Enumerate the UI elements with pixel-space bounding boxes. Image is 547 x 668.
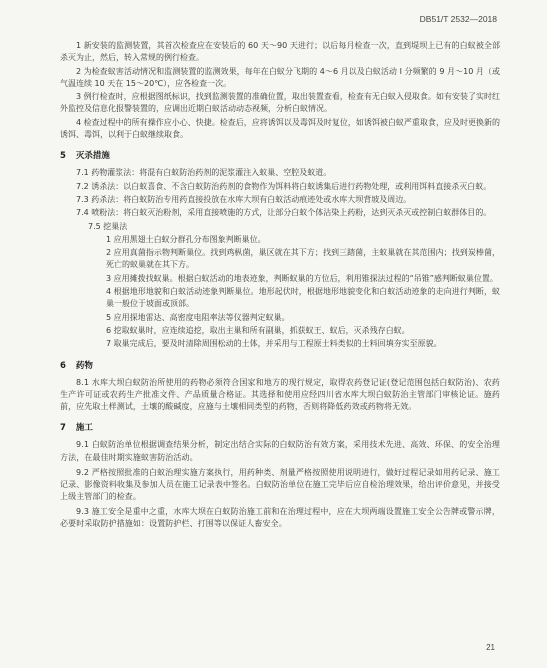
list-item: 4 检查过程中的所有操作应小心、快捷。检查后，应将诱饵以及毒饵及时复位，如诱饵被白蚁严重取食，应及时更换新的诱饵、毒饵，以利于白蚁继续取食。 xyxy=(60,117,500,140)
paragraph: 8.1 水库大坝白蚁防治所使用的药物必须符合国家和地方的现行规定，取得农药登记证(登记范围包括白蚁防治)、农药生产许可证或农药生产批准文件、产品质量合格证。其选择和使用应经四川省水库大坝白蚁防治主管部门审核论证。施药前，应先取土样测试，土壤的酸碱度，应施与土壤相同类型的药物，否则将降低药效或药物将无效。 xyxy=(60,377,500,412)
sub-item: 6 挖取蚁巢时，应连续追挖，取出主巢和所有副巢，抓获蚁王、蚁后，灭杀残存白蚁。 xyxy=(106,325,410,335)
paragraph: 9.1 白蚁防治单位根据调查结果分析，制定出结合实际的白蚁防治有效方案，采用技术先进、高效、环保、的安全治理方法，在最佳时期实施蚁害防治活动。 xyxy=(60,440,500,462)
list-item: 3 例行检查时，应根据图纸标识，找到监测装置的准确位置，取出装置查看，检查有无白蚁入侵取食。如有安装了实时红外监控及信息化报警装置的，应调出近期白蚁活动动态视频，分析白蚁情况。 xyxy=(60,92,500,114)
clause-item: 7.3 药杀法：将白蚁防治专用药直接投放在水库大坝有白蚁活动痕迹处或水库大坝背坡及周边。 xyxy=(76,194,412,204)
section-title: 灭杀措施 xyxy=(75,151,110,162)
paragraph: 9.2 严格按照批准的白蚁治理实施方案执行，用药种类、剂量严格按照使用说明进行，做好过程记录如用药记录、施工记录、影像资料收集及参加人员在施工记录表中签名。白蚁防治单位在施工完毕后应自检治理效果，给出评价意见，并接受上级主管部门的检查。 xyxy=(60,467,500,502)
clause-subheading: 7.5 挖巢法 xyxy=(88,221,128,231)
section-title: 药物 xyxy=(75,360,93,371)
section-number: 6 xyxy=(60,360,66,371)
sub-item: 7 取巢完成后，要及时清除周围松动的土体，并采用与工程原土料类似的土料回填夯实至原貌。 xyxy=(106,339,442,349)
document-body xyxy=(60,40,500,533)
sub-item: 5 应用探地雷达、高密度电阻率法等仪器判定蚁巢。 xyxy=(106,312,290,322)
section-heading-5 xyxy=(60,149,500,161)
list-item: 2 为检查蚁害活动情况和监测装置的监测效果，每年在白蚁分飞期的 4～6 月以及白蚁活动 I 分频繁的 9 月～10 月（或气温连续 10 天在 15～20℃），应各检查一次。 xyxy=(60,66,500,88)
sub-item: 3 应用摊拨找蚁巢。根据白蚁活动的地表迹象，判断蚁巢的方位后，利用锥探法过程的“吊锥”感判断蚁巢位置。 xyxy=(106,273,498,283)
standard-code: DB51/T 2532—2018 xyxy=(419,14,497,24)
section-heading-6 xyxy=(60,359,500,371)
clause-item: 7.4 喷粉法：将白蚁灭治粉剂，采用直接喷施的方式，让部分白蚁个体沾染上药粉，达到灭杀灭或控制白蚁群体目的。 xyxy=(76,208,492,218)
sub-item: 4 根据地形地貌和白蚁活动迹象判断巢位。地形起伏时，根据地形地貌变化和白蚁活动迹象的走向进行判断，蚁巢一般位于坡面或顶部。 xyxy=(106,287,500,309)
section-heading-7 xyxy=(60,421,500,433)
sub-item: 2 应用真菌指示物判断巢位。找到鸡枞菌，巢区就在其下方；找到三踏菌，主蚁巢就在其范围内；找到炭棒菌，死亡的蚁巢就在其下方。 xyxy=(106,248,500,270)
section-title: 施工 xyxy=(75,423,93,434)
sub-item: 1 应用黑翅土白蚁分群孔分布图象判断巢位。 xyxy=(106,234,266,244)
section-number: 5 xyxy=(60,151,66,162)
clause-item: 7.2 诱杀法：以白蚁喜食、不含白蚁防治药剂的食物作为饵料将白蚁诱集后进行药物处理，或利用饵料直接杀灭白蚁。 xyxy=(76,181,492,191)
paragraph: 9.3 施工安全是重中之重，水库大坝在白蚁防治施工前和在治理过程中，应在大坝两端设置施工安全公告牌或警示牌，必要时采取防护措施如：设置防护栏、打围等以保证人畜安全。 xyxy=(60,506,500,529)
clause-item: 7.1 药物灌浆法：将混有白蚁防治药剂的泥浆灌注入蚁巢、空腔及蚁道。 xyxy=(76,168,332,178)
section-number: 7 xyxy=(60,423,66,434)
list-item: 1 新安装的监测装置，其首次检查应在安装后的 60 天～90 天进行；以后每月检查一次，直到堤坝上已有的白蚁被全部杀灭为止，然后，转入常规的例行检查。 xyxy=(60,41,500,63)
page-number: 21 xyxy=(486,643,495,652)
